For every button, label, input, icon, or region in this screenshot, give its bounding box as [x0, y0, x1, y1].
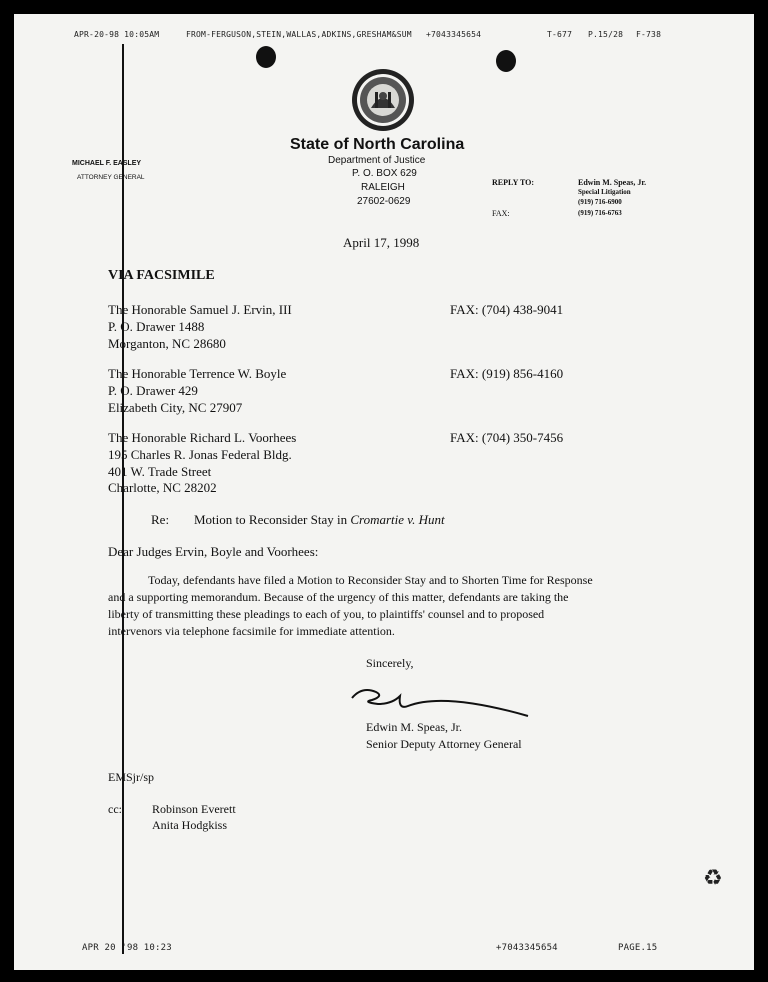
- recycle-icon: ♻: [703, 865, 723, 890]
- recipient-1-fax: FAX: (704) 438-9041: [450, 302, 564, 317]
- letterhead-state: State of North Carolina: [290, 136, 465, 153]
- re-text: Motion to Reconsider Stay in: [194, 512, 348, 527]
- recipient-3-fax: FAX: (704) 350-7456: [450, 430, 564, 445]
- typist-initials: EMSjr/sp: [108, 770, 155, 784]
- letter-date: April 17, 1998: [343, 235, 420, 250]
- re-line: [194, 512, 445, 528]
- fax-label: FAX:: [492, 209, 510, 218]
- recipient-1-line1: The Honorable Samuel J. Ervin, III: [108, 302, 292, 317]
- letterhead-zip: 27602-0629: [357, 196, 411, 207]
- body-line-3: liberty of transmitting these pleadings to each of you, to plaintiffs' counsel and to proposed: [108, 607, 545, 621]
- recipient-2-line3: Elizabeth City, NC 27907: [108, 400, 243, 415]
- fax-page: [14, 14, 754, 970]
- fax-header-file: F-738: [636, 30, 662, 39]
- fax-header-job: T-677: [547, 30, 573, 39]
- fax-footer-page: PAGE.15: [618, 943, 658, 953]
- recipient-1-line3: Morganton, NC 28680: [108, 336, 226, 351]
- letter-body: [108, 572, 670, 640]
- recipient-3-line4: Charlotte, NC 28202: [108, 480, 217, 495]
- recipient-1-line2: P. O. Drawer 1488: [108, 319, 205, 334]
- signer-title: Senior Deputy Attorney General: [366, 737, 522, 751]
- recipient-2-line2: P. O. Drawer 429: [108, 383, 198, 398]
- recipient-2-fax: FAX: (919) 856-4160: [450, 366, 564, 381]
- re-label: Re:: [151, 512, 170, 527]
- reply-name: Edwin M. Speas, Jr.: [578, 178, 647, 187]
- body-line-4: intervenors via telephone facsimile for immediate attention.: [108, 624, 395, 638]
- closing: Sincerely,: [366, 656, 414, 670]
- fax-number: (919) 716-6763: [578, 209, 622, 217]
- recipient-3-line2: 195 Charles R. Jonas Federal Bldg.: [108, 447, 292, 462]
- fax-header-page: P.15/28: [588, 30, 624, 39]
- reply-to-label: REPLY TO:: [492, 178, 535, 187]
- recipient-2-line1: The Honorable Terrence W. Boyle: [108, 366, 287, 381]
- recipient-3-line3: 401 W. Trade Street: [108, 464, 212, 479]
- letterhead-box: P. O. BOX 629: [352, 168, 417, 179]
- cc-name-2: Anita Hodgkiss: [152, 818, 227, 832]
- body-line-1: Today, defendants have filed a Motion to Reconsider Stay and to Shorten Time for Response: [148, 573, 593, 587]
- recipient-3-line1: The Honorable Richard L. Voorhees: [108, 430, 297, 445]
- fax-footer-phone: +7043345654: [496, 943, 558, 953]
- cc-label: cc:: [108, 802, 122, 816]
- punch-hole-left: [256, 46, 276, 68]
- state-seal-icon: [351, 68, 415, 132]
- reply-dept: Special Litigation: [578, 188, 631, 196]
- reply-phone: (919) 716-6900: [578, 198, 622, 206]
- signer-name: Edwin M. Speas, Jr.: [366, 720, 462, 734]
- attorney-title: ATTORNEY GENERAL: [77, 174, 145, 181]
- fax-header-phone: +7043345654: [426, 30, 482, 39]
- delivery-method: VIA FACSIMILE: [108, 268, 215, 283]
- fax-header-datetime: APR-20-98 10:05AM: [74, 30, 160, 39]
- signature-icon: [348, 680, 534, 720]
- letterhead-department: Department of Justice: [328, 155, 426, 166]
- fax-footer-date: APR 20 '98 10:23: [82, 943, 172, 953]
- re-case: Cromartie v. Hunt: [350, 512, 445, 527]
- attorney-name: MICHAEL F. EASLEY: [72, 160, 142, 167]
- cc-name-1: Robinson Everett: [152, 802, 236, 816]
- letterhead-city: RALEIGH: [361, 182, 405, 193]
- salutation: Dear Judges Ervin, Boyle and Voorhees:: [108, 544, 319, 559]
- body-line-2: and a supporting memorandum. Because of the urgency of this matter, defendants are taking the: [108, 590, 569, 604]
- fax-header-from: FROM-FERGUSON,STEIN,WALLAS,ADKINS,GRESHAM&SUM: [186, 30, 412, 39]
- punch-hole-right: [496, 50, 516, 72]
